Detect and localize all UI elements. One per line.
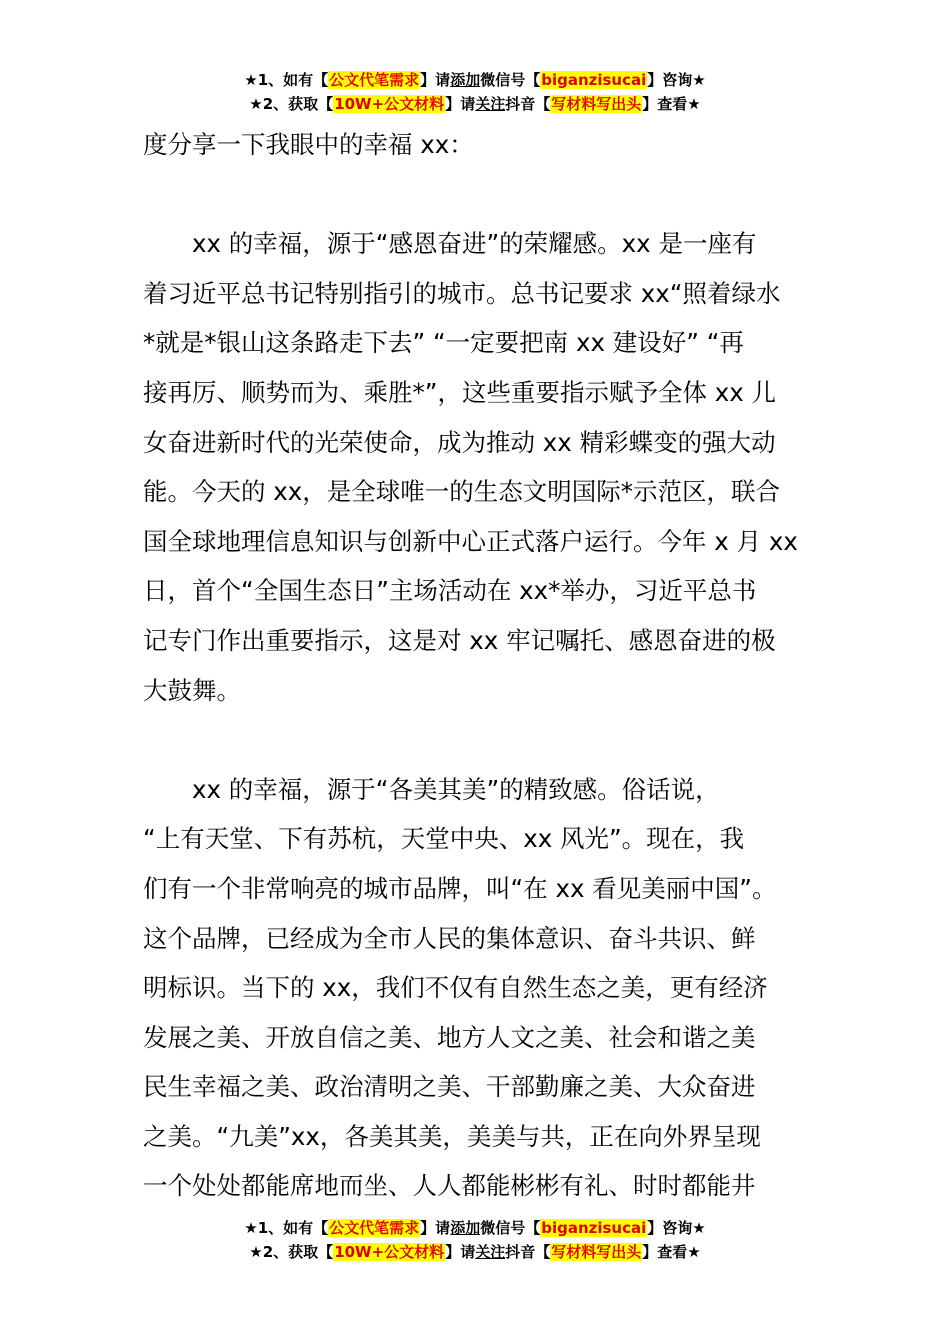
footer-banner [0, 1216, 950, 1264]
promo-text: 】咨询★ [647, 71, 706, 89]
body-line: 女奋进新时代的光荣使命，成为推动 xx 精彩蝶变的强大动 [143, 427, 776, 457]
body-line: xx 的幸福，源于“各美其美”的精致感。俗话说， [143, 774, 720, 804]
promo-underlined-text: 添加 [450, 71, 481, 89]
promo-text: ★1、如有【 [244, 71, 329, 89]
body-line: 这个品牌，已经成为全市人民的集体意识、奋斗共识、鲜 [143, 923, 756, 953]
body-line: 能。今天的 xx，是全球唯一的生态文明国际*示范区，联合 [143, 477, 781, 507]
body-line: 接再厉、顺势而为、乘胜*”，这些重要指示赋予全体 xx 儿 [143, 377, 777, 407]
body-line: 记专门作出重要指示，这是对 xx 牢记嘱托、感恩奋进的极 [143, 625, 776, 655]
promo-text: 微信号【 [480, 1219, 541, 1237]
body-line: 们有一个非常响亮的城市品牌，叫“在 xx 看见美丽中国”。 [143, 873, 777, 903]
paragraph-gap [143, 170, 815, 220]
promo-text: ★2、获取【 [249, 95, 334, 113]
promo-text: ★2、获取【 [249, 1243, 334, 1261]
paragraph-gap [143, 715, 815, 765]
body-line: 之美。“九美”xx，各美其美，美美与共，正在向外界呈现 [143, 1121, 761, 1151]
promo-text: 】请 [420, 71, 451, 89]
promo-highlight: 公文代笔需求 [329, 71, 420, 89]
body-line: 日，首个“全国生态日”主场活动在 xx*举办，习近平总书 [143, 576, 757, 606]
promo-highlight: 写材料写出头 [551, 1243, 642, 1261]
promo-text: 】请 [420, 1219, 451, 1237]
body-line: 国全球地理信息知识与创新中心正式落户运行。今年 x 月 xx [143, 526, 798, 556]
body-line: 着习近平总书记特别指引的城市。总书记要求 xx“照着绿水 [143, 278, 781, 308]
promo-highlight: 10W+公文材料 [334, 95, 445, 113]
body-line: 度分享一下我眼中的幸福 xx： [143, 130, 474, 159]
promo-text: 】请 [445, 95, 476, 113]
promo-text: 抖音【 [505, 95, 551, 113]
body-line: 明标识。当下的 xx，我们不仅有自然生态之美，更有经济 [143, 973, 768, 1003]
promo-underlined-text: 关注 [475, 1243, 506, 1261]
body-line: 大鼓舞。 [143, 675, 241, 705]
document-body [143, 120, 815, 1211]
header-banner [0, 68, 950, 116]
body-line: 一个处处都能席地而坐、人人都能彬彬有礼、时时都能井 [143, 1171, 756, 1201]
promo-highlight: 10W+公文材料 [334, 1243, 445, 1261]
footer-promo-line-2 [0, 1240, 950, 1264]
promo-highlight: 写材料写出头 [551, 95, 642, 113]
promo-text: 】咨询★ [647, 1219, 706, 1237]
body-line: “上有天堂、下有苏杭，天堂中央、xx 风光”。现在，我 [143, 824, 745, 854]
promo-underlined-text: 关注 [475, 95, 506, 113]
promo-underlined-text: 添加 [450, 1219, 481, 1237]
body-line: *就是*银山这条路走下去” “一定要把南 xx 建设好” “再 [143, 328, 744, 358]
promo-highlight: 公文代笔需求 [329, 1219, 420, 1237]
header-promo-line-1 [0, 68, 950, 92]
header-promo-line-2 [0, 92, 950, 116]
promo-highlight: biganzisucai [541, 1219, 647, 1237]
body-line: xx 的幸福，源于“感恩奋进”的荣耀感。xx 是一座有 [143, 229, 757, 259]
footer-promo-line-1 [0, 1216, 950, 1240]
promo-highlight: biganzisucai [541, 71, 647, 89]
promo-text: ★1、如有【 [244, 1219, 329, 1237]
body-line: 民生幸福之美、政治清明之美、干部勤廉之美、大众奋进 [143, 1072, 756, 1102]
promo-text: 微信号【 [480, 71, 541, 89]
promo-text: 】查看★ [642, 1243, 701, 1261]
promo-text: 】查看★ [642, 95, 701, 113]
promo-text: 抖音【 [505, 1243, 551, 1261]
promo-text: 】请 [445, 1243, 476, 1261]
body-line: 发展之美、开放自信之美、地方人文之美、社会和谐之美 [143, 1022, 756, 1052]
